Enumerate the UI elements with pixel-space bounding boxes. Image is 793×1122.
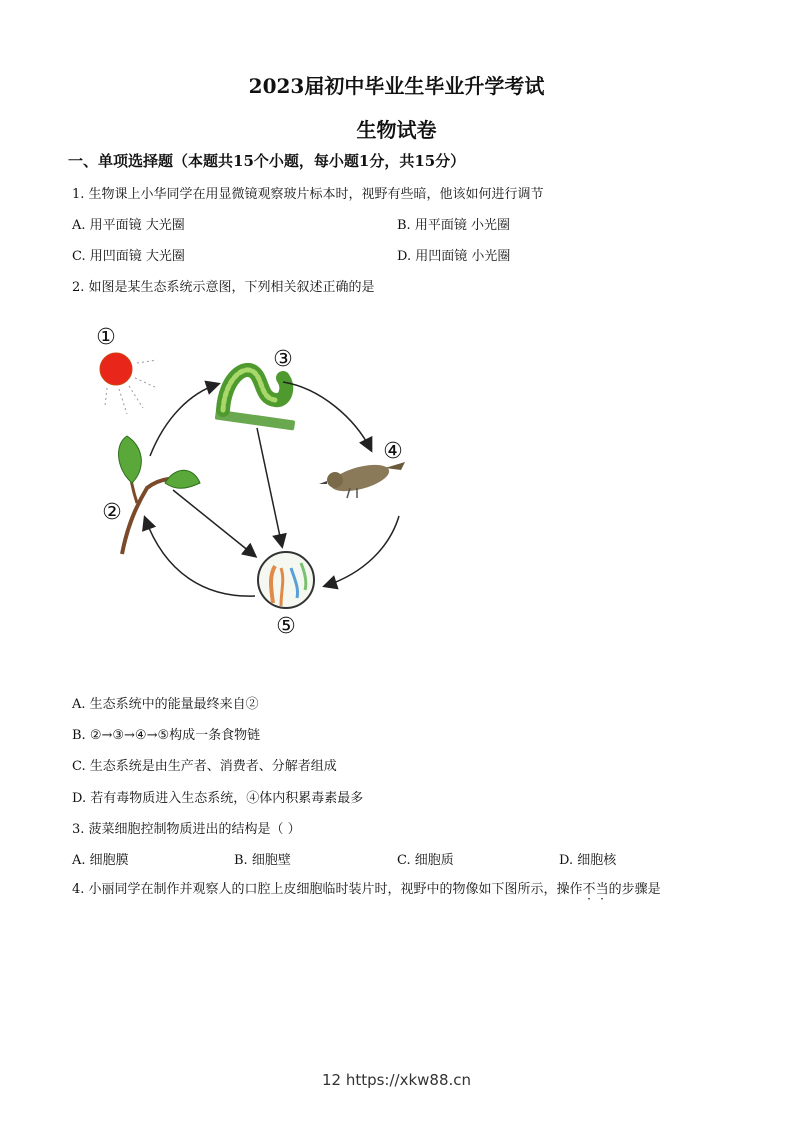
question-2-option-c: C. 生态系统是由生产者、消费者、分解者组成 xyxy=(72,759,337,774)
ecosystem-diagram xyxy=(85,318,425,648)
question-1-option-a: A. 用平面镜 大光圈 xyxy=(72,218,185,233)
question-4-stem-tail: 的步骤是 xyxy=(608,882,661,897)
question-1-option-d: D. 用凹面镜 小光圈 xyxy=(397,249,511,264)
question-3-option-b: B. 细胞壁 xyxy=(234,853,291,868)
diagram-label-3: ③ xyxy=(273,347,293,372)
plant-icon xyxy=(119,436,200,554)
emphasis-char-1: 不 xyxy=(582,882,596,897)
question-3-option-c: C. 细胞质 xyxy=(397,853,454,868)
question-4-stem-main: 4. 小丽同学在制作并观察人的口腔上皮细胞临时装片时，视野中的物像如下图所示，操作 xyxy=(72,882,583,897)
diagram-label-1: ① xyxy=(96,325,116,350)
question-3-option-a: A. 细胞膜 xyxy=(72,853,129,868)
question-2-option-a: A. 生态系统中的能量最终来自② xyxy=(72,697,259,712)
sun-icon xyxy=(100,353,157,414)
question-3-stem: 3. 菠菜细胞控制物质进出的结构是（ ） xyxy=(72,822,301,837)
question-1-stem: 1. 生物课上小华同学在用显微镜观察玻片标本时，视野有些暗，他该如何进行调节 xyxy=(72,187,544,202)
question-2-option-d: D. 若有毒物质进入生态系统，④体内积累毒素最多 xyxy=(72,791,364,806)
footer-url: 12 https://xkw88.cn xyxy=(321,1071,472,1089)
bird-icon xyxy=(319,460,405,498)
section-heading: 一、单项选择题（本题共15个小题，每小题1分，共15分） xyxy=(68,152,466,170)
question-1-option-b: B. 用平面镜 小光圈 xyxy=(397,218,510,233)
decomposer-icon xyxy=(258,552,314,608)
question-2-stem: 2. 如图是某生态系统示意图，下列相关叙述正确的是 xyxy=(72,280,375,295)
question-3-option-d: D. 细胞核 xyxy=(559,853,617,868)
diagram-label-5: ⑤ xyxy=(276,614,296,639)
page-subtitle: 生物试卷 xyxy=(356,118,437,142)
question-1-option-c: C. 用凹面镜 大光圈 xyxy=(72,249,185,264)
caterpillar-icon xyxy=(215,370,296,431)
diagram-label-2: ② xyxy=(102,500,122,525)
question-2-option-b: B. ②→③→④→⑤构成一条食物链 xyxy=(72,728,261,743)
page-title: 2023届初中毕业生毕业升学考试 xyxy=(248,74,545,98)
diagram-label-4: ④ xyxy=(383,439,403,464)
question-4-stem xyxy=(72,878,661,897)
emphasis-char-2: 当 xyxy=(595,882,609,897)
